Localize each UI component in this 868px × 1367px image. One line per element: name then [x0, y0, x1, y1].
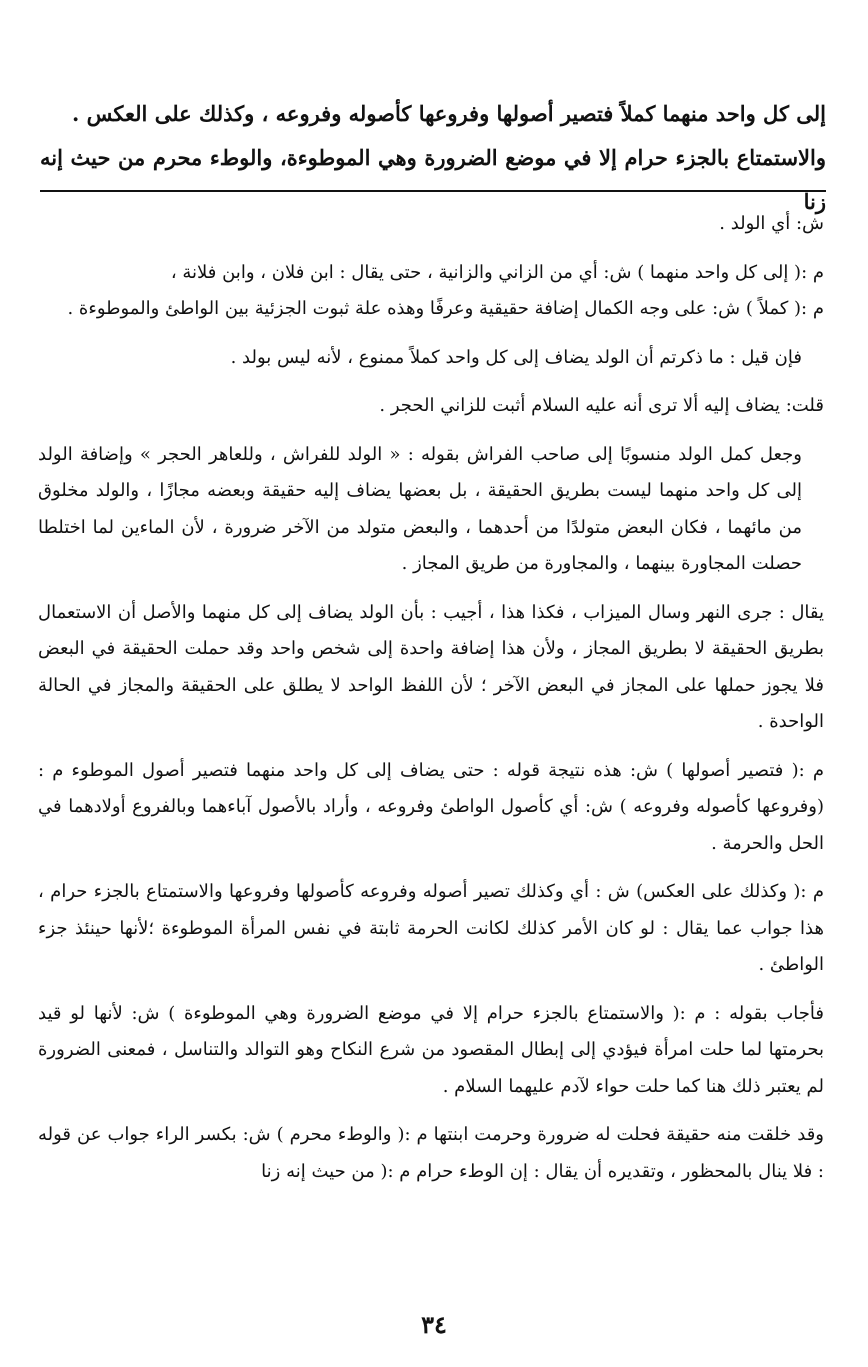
commentary-paragraph: وقد خلقت منه حقيقة فحلت له ضرورة وحرمت ابنتها م :( والوطء محرم ) ش: بكسر الراء جواب عن قوله : فلا ينال بالمحظور ، وتقديره أن يقال : إن الوطء حرام م :( من حيث إنه زنا — [38, 1124, 824, 1182]
commentary-paragraph: ش: أي الولد . — [719, 213, 824, 234]
commentary — [38, 206, 824, 1202]
commentary-paragraph: فأجاب بقوله : م :( والاستمتاع بالجزء حرام إلا في موضع الضرورة وهي الموطوءة ) ش: لأنها لو قيد بحرمتها لما حلت امرأة فيؤدي إلى إبطال المقصود من شرع النكاح وهو التوالد والتناسل ، فمعنى الضرورة لم يعتبر ذلك هنا كما حلت حواء لآدم عليهما السلام . — [38, 1002, 824, 1097]
separator-line — [40, 190, 826, 192]
commentary-paragraph: يقال : جرى النهر وسال الميزاب ، فكذا هذا ، أجيب : بأن الولد يضاف إلى كل منهما والأصل أن الاستعمال بطريق الحقيقة لا بطريق المجاز ، ولأن هذا إضافة واحدة إلى شخص واحد وقد حملت الحقيقة في البعض فلا يجوز حملها على المجاز في البعض الآخر ؛ لأن اللفظ الواحد لا يطلق على الحقيقة والمجاز في الحالة الواحدة . — [38, 601, 824, 732]
main-text-line: والاستمتاع بالجزء حرام إلا في موضع الضرورة وهي الموطوءة، والوطء محرم من حيث إنه زنا — [40, 145, 826, 214]
main-text-line: إلى كل واحد منهما كملاً فتصير أصولها وفروعها كأصوله وفروعه ، وكذلك على العكس . — [72, 101, 826, 126]
commentary-paragraph: م :( وكذلك على العكس) ش : أي وكذلك تصير أصوله وفروعه كأصولها وفروعها والاستمتاع بالجزء حرام ، هذا جواب عما يقال : لو كان الأمر كذلك لكانت الحرمة ثابتة في نفس المرأة الموطوءة ؛لأنها حينئذ جزء الواطئ . — [38, 881, 824, 975]
commentary-paragraph: فإن قيل : ما ذكرتم أن الولد يضاف إلى كل واحد كملاً ممنوع ، لأنه ليس بولد . — [230, 346, 802, 368]
main-text — [40, 92, 826, 224]
page-number: ٣٤ — [421, 1310, 447, 1339]
commentary-paragraph: م :( إلى كل واحد منهما ) ش: أي من الزاني والزانية ، حتى يقال : ابن فلان ، وابن فلانة ، — [170, 261, 824, 283]
commentary-paragraph: قلت: يضاف إليه ألا ترى أنه عليه السلام أثبت للزاني الحجر . — [379, 395, 824, 416]
commentary-paragraph: وجعل كمل الولد منسوبًا إلى صاحب الفراش بقوله : « الولد للفراش ، وللعاهر الحجر » وإضافة الولد إلى كل واحد منهما ليست بطريق الحقيقة ، بل بعضها يضاف إليه حقيقة وبعضه مجازًا ، والولد مخلوق من مائهما ، فكان البعض متولدًا من أحدهما ، والبعض متولد من الآخر ضرورة ، لأن الماءين لما اختلطا حصلت المجاورة بينهما ، والمجاورة من طريق المجاز . — [38, 443, 802, 574]
commentary-paragraph: م :( فتصير أصولها ) ش: هذه نتيجة قوله : حتى يضاف إلى كل واحد منهما فتصير أصول الموطوء م :(وفروعها كأصوله وفروعه ) ش: أي كأصول الواطئ وفروعه ، وأراد بالأصول آباءهما وبالفروع أولادهما في الحل والحرمة . — [38, 759, 824, 854]
commentary-paragraph: م :( كملاً ) ش: على وجه الكمال إضافة حقيقية وعرفًا وهذه علة ثبوت الجزئية بين الواطئ والموطوءة . — [67, 298, 824, 319]
